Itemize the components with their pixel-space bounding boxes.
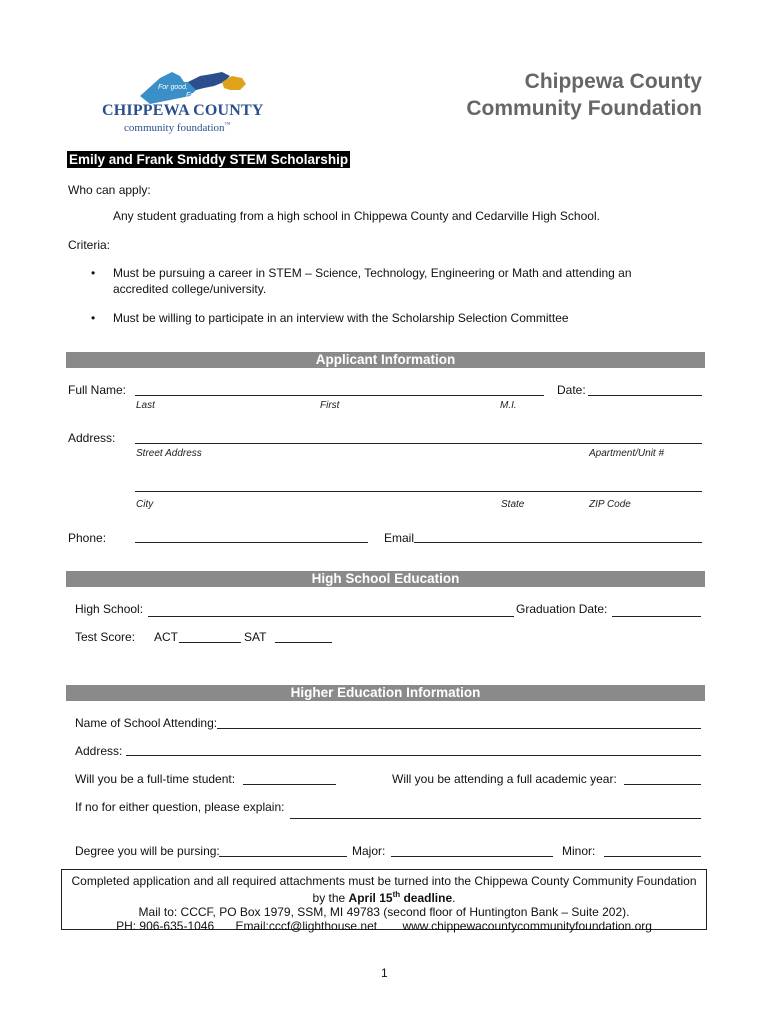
email-label: Email (384, 531, 415, 545)
logo-subname (124, 122, 230, 134)
full-year-field[interactable] (624, 784, 701, 785)
contact-website[interactable]: www.chippewacountycommunityfoundation.org (402, 919, 652, 933)
email-field[interactable] (414, 542, 702, 543)
bullet-icon: • (91, 311, 96, 325)
criteria-item-1-line-2: accredited college/university. (113, 282, 267, 296)
sat-label: SAT (244, 630, 267, 644)
graduation-date-label: Graduation Date: (516, 602, 608, 616)
city-sublabel: City (136, 499, 154, 510)
submission-line-1: Completed application and all required attachments must be turned into the Chippewa County Community Foundation (71, 874, 697, 888)
date-field[interactable] (588, 395, 702, 396)
full-time-field[interactable] (243, 784, 336, 785)
criteria-label: Criteria: (68, 238, 111, 252)
logo-tm: ™ (224, 122, 231, 128)
zip-code-sublabel: ZIP Code (589, 499, 631, 510)
mailing-address: Mail to: CCCF, PO Box 1979, SSM, MI 49783 (second floor of Huntington Bank – Suite 202). (138, 905, 630, 919)
street-address-sublabel: Street Address (136, 448, 202, 459)
phone-field[interactable] (135, 542, 368, 543)
deadline-suffix: th (392, 890, 401, 899)
high-school-label: High School: (75, 602, 144, 616)
phone-label: Phone: (68, 531, 107, 545)
logo-tagline-1: For good. (158, 84, 188, 91)
higher-ed-address-label: Address: (75, 744, 123, 758)
logo-tagline-2: For ever. (186, 92, 214, 99)
who-can-apply-label: Who can apply: (68, 183, 151, 197)
street-address-field[interactable] (135, 443, 702, 444)
foundation-logo (100, 68, 265, 138)
explain-field[interactable] (290, 818, 701, 819)
full-time-label: Will you be a full-time student: (75, 772, 236, 786)
act-label: ACT (154, 630, 178, 644)
section-heading-higher-education: Higher Education Information (66, 685, 705, 701)
city-state-zip-field[interactable] (135, 491, 702, 492)
section-heading-high-school: High School Education (66, 571, 705, 587)
sat-score-field[interactable] (275, 642, 332, 643)
criteria-item-2-line-1: Must be willing to participate in an interview with the Scholarship Selection Committee (113, 311, 569, 325)
bullet-icon: • (91, 266, 96, 280)
date-label: Date: (557, 383, 586, 397)
major-field[interactable] (391, 856, 553, 857)
school-attending-field[interactable] (217, 728, 701, 729)
deadline-date: April 15 (348, 891, 393, 905)
last-name-sublabel: Last (136, 400, 155, 411)
who-can-apply-text: Any student graduating from a high school in Chippewa County and Cedarville High School. (113, 209, 600, 223)
minor-field[interactable] (604, 856, 701, 857)
logo-subname-text: community foundation (124, 122, 225, 134)
middle-initial-sublabel: M.I. (500, 400, 517, 411)
contact-line (62, 919, 706, 933)
page-number: 1 (381, 966, 388, 980)
minor-label: Minor: (562, 844, 596, 858)
deadline-prefix: by the (312, 891, 349, 905)
apartment-sublabel: Apartment/Unit # (589, 448, 665, 459)
scholarship-title: Emily and Frank Smiddy STEM Scholarship (69, 152, 349, 167)
act-score-field[interactable] (179, 642, 241, 643)
submission-line-2 (62, 888, 706, 905)
full-name-field[interactable] (135, 395, 544, 396)
degree-field[interactable] (219, 856, 347, 857)
explain-label: If no for either question, please explain: (75, 800, 285, 814)
graduation-date-field[interactable] (612, 616, 701, 617)
deadline-word: deadline (400, 891, 453, 905)
deadline-period: . (452, 891, 456, 905)
logo-name: CHIPPEWA COUNTY (102, 102, 264, 119)
degree-label: Degree you will be pursing: (75, 844, 220, 858)
contact-email: Email:cccf@lighthouse.net (235, 919, 378, 933)
test-score-label: Test Score: (75, 630, 136, 644)
full-name-label: Full Name: (68, 383, 127, 397)
header-title-1: Chippewa County (524, 70, 702, 93)
full-year-label: Will you be attending a full academic year: (392, 772, 617, 786)
higher-ed-address-field[interactable] (126, 755, 701, 756)
criteria-item-1-line-1: Must be pursuing a career in STEM – Science, Technology, Engineering or Math and attending an (113, 266, 632, 280)
submission-info-box (61, 869, 707, 933)
school-attending-label: Name of School Attending: (75, 716, 218, 730)
header-title-2: Community Foundation (466, 97, 702, 120)
high-school-field[interactable] (148, 616, 514, 617)
section-heading-applicant: Applicant Information (66, 352, 705, 368)
major-label: Major: (352, 844, 386, 858)
contact-phone: PH: 906-635-1046 (116, 919, 215, 933)
first-name-sublabel: First (320, 400, 340, 411)
state-sublabel: State (501, 499, 525, 510)
address-label: Address: (68, 431, 116, 445)
